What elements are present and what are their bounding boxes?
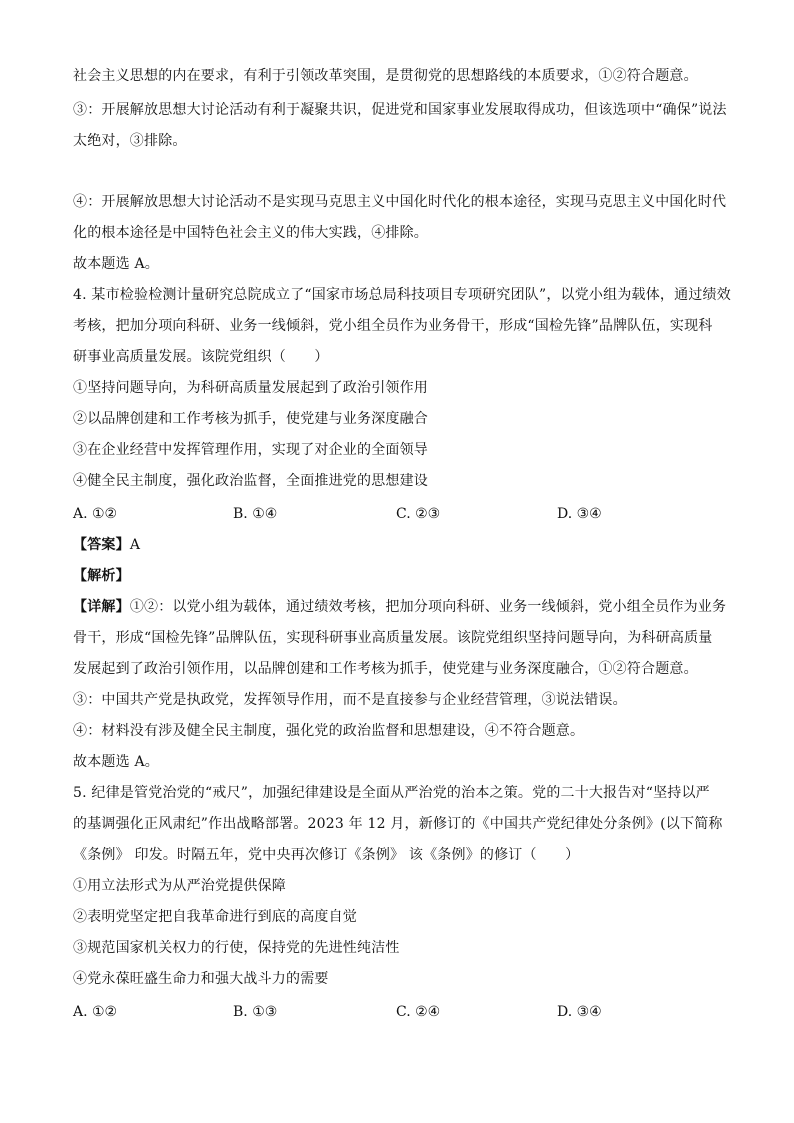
- detail-line: ④：材料没有涉及健全民主制度，强化党的政治监督和思想建设，④不符合题意。: [73, 723, 585, 739]
- question-5-item: ①用立法形式为从严治党提供保障: [73, 878, 286, 894]
- detail-line: 发展起到了政治引领作用，以品牌创建和工作考核为抓手，使党建与业务深度融合，①②符合题意。: [73, 661, 698, 677]
- detail-line: 故本题选 A。: [73, 754, 159, 770]
- question-4-stem: 考核，把加分项向科研、业务一线倾斜，党小组全员作为业务骨干，形成“国检先锋”品牌队伍，实现科: [73, 318, 713, 334]
- detail-tag: 【详解】: [73, 599, 130, 615]
- detail-line: 骨干，形成“国检先锋”品牌队伍，实现科研事业高质量发展。该院党组织坚持问题导向，为科研高质量: [73, 630, 713, 646]
- question-5-stem: 的基调强化正风肃纪”作出战略部署。2023 年 12 月，新修订的《中国共产党纪律处分条例》(以下简称: [73, 816, 723, 832]
- option-c: C. ②③: [396, 506, 441, 522]
- question-4-item: ②以品牌创建和工作考核为抓手，使党建与业务深度融合: [73, 411, 428, 427]
- answer-value: A: [129, 537, 141, 553]
- question-4-item: ①坚持问题导向，为科研高质量发展起到了政治引领作用: [73, 380, 428, 396]
- answer-tag: 【答案】: [73, 537, 130, 553]
- question-4-stem: 研事业高质量发展。该院党组织（ ）: [73, 349, 329, 365]
- option-a: A. ①②: [73, 1004, 118, 1020]
- analysis-tag: 【解析】: [73, 568, 130, 584]
- analysis-line: [73, 566, 733, 586]
- option-d: D. ③④: [557, 1004, 602, 1020]
- detail-line: [73, 597, 733, 617]
- text-line: ③：开展解放思想大讨论活动有利于凝聚共识，促进党和国家事业发展取得成功，但该选项中“确保”说法: [73, 102, 727, 118]
- answer-line: [73, 535, 733, 555]
- question-5-item: ③规范国家机关权力的行使，保持党的先进性纯洁性: [73, 940, 400, 956]
- question-5-stem: 《条例》 印发。时隔五年，党中央再次修订《条例》 该《条例》的修订（ ）: [73, 847, 580, 863]
- question-5-item: ④党永葆旺盛生命力和强大战斗力的需要: [73, 971, 329, 987]
- question-4-item: ④健全民主制度，强化政治监督，全面推进党的思想建设: [73, 473, 428, 489]
- option-b: B. ①④: [233, 506, 278, 522]
- text-line: ④：开展解放思想大讨论活动不是实现马克思主义中国化时代化的根本途径，实现马克思主义中国化时代: [73, 194, 727, 210]
- text-line: 故本题选 A。: [73, 256, 159, 272]
- option-d: D. ③④: [557, 506, 602, 522]
- question-4-item: ③在企业经营中发挥管理作用，实现了对企业的全面领导: [73, 442, 428, 458]
- option-a: A. ①②: [73, 506, 118, 522]
- detail-text: ①②：以党小组为载体，通过绩效考核，把加分项向科研、业务一线倾斜，党小组全员作为业务: [129, 599, 727, 615]
- option-c: C. ②④: [396, 1004, 441, 1020]
- question-5-item: ②表明党坚定把自我革命进行到底的高度自觉: [73, 909, 357, 925]
- text-line: 社会主义思想的内在要求，有利于引领改革突围，是贯彻党的思想路线的本质要求，①②符合题意。: [73, 68, 698, 84]
- text-line: 化的根本途径是中国特色社会主义的伟大实践，④排除。: [73, 225, 428, 241]
- detail-line: ③：中国共产党是执政党，发挥领导作用，而不是直接参与企业经营管理，③说法错误。: [73, 692, 627, 708]
- question-4-stem: 4. 某市检验检测计量研究总院成立了“国家市场总局科技项目专项研究团队”，以党小组为载体，通过绩效: [73, 287, 731, 303]
- text-line: 太绝对，③排除。: [73, 133, 187, 149]
- option-b: B. ①③: [233, 1004, 278, 1020]
- question-5-stem: 5. 纪律是管党治党的“戒尺”，加强纪律建设是全面从严治党的治本之策。党的二十大报告对“坚持以严: [73, 785, 710, 801]
